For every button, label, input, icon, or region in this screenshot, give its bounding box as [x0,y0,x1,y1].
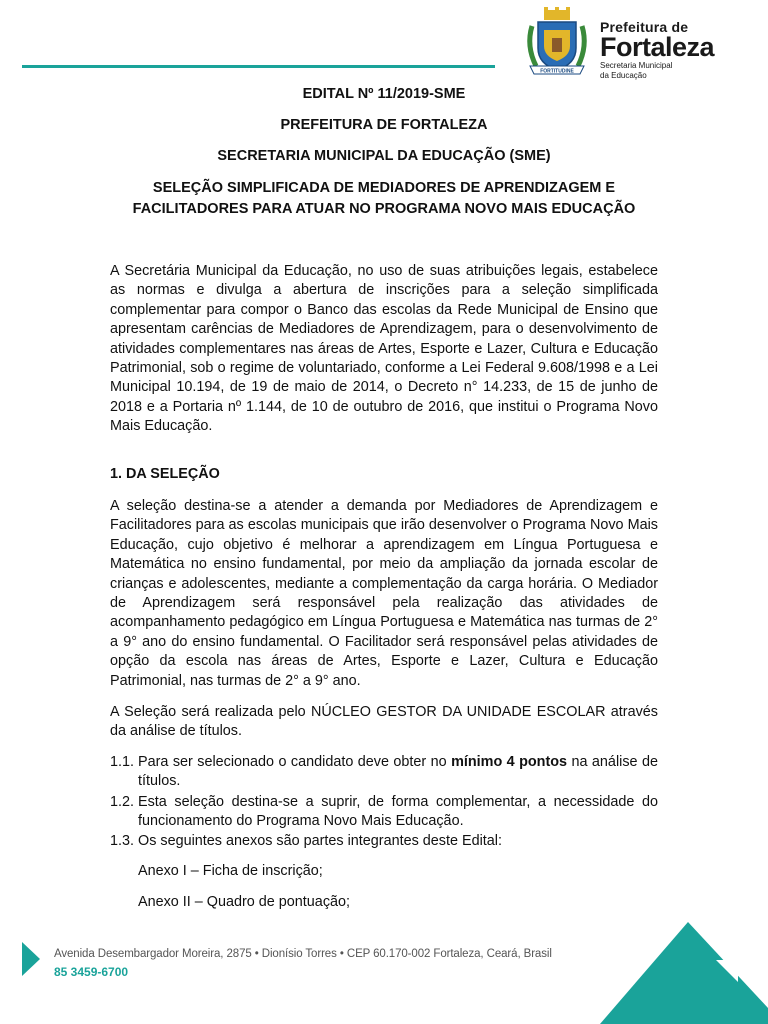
list-item-text: Os seguintes anexos são partes integrantes deste Edital: [138,833,502,849]
list-item-text: Para ser selecionado o candidato deve obter no [138,754,452,770]
selecao-title [90,178,678,220]
list-item-text: Esta seleção destina-se a suprir, de forma complementar, a necessidade do funcionamento do Programa Novo Mais Educação. [138,794,658,830]
footer-arrow-icon [22,942,42,976]
header-divider [22,65,495,68]
anexo-item: Anexo II – Quadro de pontuação; [138,894,351,910]
logo-prefeitura-text: Prefeitura de [600,19,689,35]
prefeitura-logo [522,6,732,78]
list-item-number: 1.3. [110,833,135,849]
footer-phone: 85 3459-6700 [54,965,129,979]
prefeitura-title: PREFEITURA DE FORTALEZA [280,117,488,133]
list-item-emphasis: mínimo 4 pontos [451,754,568,770]
footer-address: Avenida Desembargador Moreira, 2875 • Dionísio Torres • CEP 60.170-002 Fortaleza, Ceará, Brasil [54,948,552,960]
list-item-text-end: na análise de títulos. [138,754,658,790]
anexo-item: Anexo I – Ficha de inscrição; [138,863,323,879]
section-heading: 1. DA SELEÇÃO [110,466,220,482]
edital-number: EDITAL Nº 11/2019-SME [302,86,466,102]
list-item [110,793,658,832]
selecao-title-line1: SELEÇÃO SIMPLIFICADA DE MEDIADORES DE APRENDIZAGEM E [152,180,616,196]
svg-text:FORTITUDINE: FORTITUDINE [540,68,574,75]
logo-city-text: Fortaleza [600,32,715,62]
list-item-number: 1.2. [110,794,135,810]
coat-of-arms-icon [522,6,592,78]
footer-decoration [600,918,768,1024]
selecao-title-line2: FACILITADORES PARA ATUAR NO PROGRAMA NOVO MAIS EDUCAÇÃO [132,201,636,217]
section-paragraph-2: A Seleção será realizada pelo NÚCLEO GESTOR DA UNIDADE ESCOLAR através da análise de títulos. [110,704,658,740]
secretaria-title: SECRETARIA MUNICIPAL DA EDUCAÇÃO (SME) [217,148,551,164]
logo-secretaria-line2: da Educação [600,71,647,80]
logo-secretaria-line1: Secretaria Municipal [600,61,673,70]
intro-paragraph: A Secretária Municipal da Educação, no uso de suas atribuições legais, estabelece as normas e divulga a abertura de inscrições para a seleção simplificada complementar para compor o Banco das escolas da Rede Municipal de Ensino que apresentam carências de Mediadores de Aprendizagem, para o desenvolvimento de atividades complementares nas áreas de Artes, Esporte e Lazer, Cultura e Educação Patrimonial, sob o regime de voluntariado, conforme a Lei Federal 9.608/1998 e a Lei Municipal 10.194, de 19 de maio de 2014, o Decreto n° 14.233, de 15 de junho de 2018 e a Portaria nº 1.144, de 10 de outubro de 2016, que institui o Programa Novo Mais Educação. [110,263,658,435]
list-item-number: 1.1. [110,754,135,770]
section-paragraph-1: A seleção destina-se a atender a demanda por Mediadores de Aprendizagem e Facilitadores para as escolas municipais que irão desenvolver o Programa Novo Mais Educação, cujo objetivo é melhorar a aprendizagem em Língua Portuguesa e Matemática no ensino fundamental, por meio da ampliação da jornada escolar de crianças e adolescentes, mediante a complementação da carga horária. O Mediador de Aprendizagem será responsável pela realização das atividades de acompanhamento pedagógico em Língua Portuguesa e Matemática nas turmas de 2° a 9° ano do ensino fundamental. O Facilitador será responsável pelas atividades de opção da escola nas áreas de Artes, Esporte e Lazer, Cultura e Educação Patrimonial, nas turmas de 2° a 9° ano. [110,498,658,689]
list-item [110,753,658,792]
list-item [110,832,658,851]
